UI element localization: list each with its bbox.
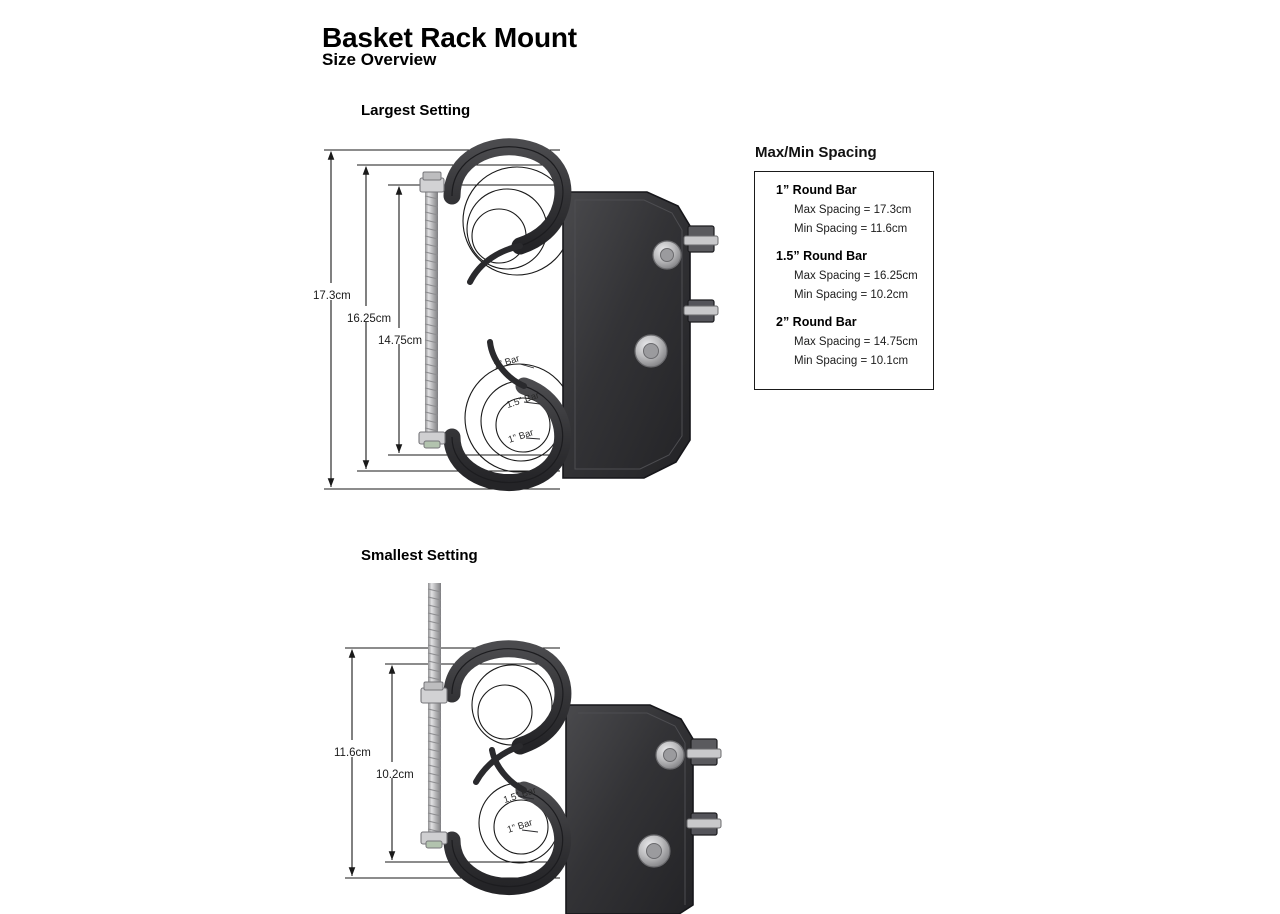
spec-heading: 2” Round Bar xyxy=(776,315,857,329)
spec-line-min: Min Spacing = 10.2cm xyxy=(794,289,909,301)
spec-heading: 1.5” Round Bar xyxy=(776,249,867,263)
dimension-label: 10.2cm xyxy=(376,769,414,781)
dimension-label: 14.75cm xyxy=(378,335,423,347)
smallest-setting-drawing xyxy=(345,583,721,914)
spec-group-1in xyxy=(755,183,933,235)
spec-line-max: Max Spacing = 16.25cm xyxy=(794,270,918,282)
bar-callout-1-5in: 1.5” Bar xyxy=(502,785,538,806)
spec-group-1-5in xyxy=(755,249,933,301)
bar-callout-2in: 2” Bar xyxy=(492,353,521,372)
spec-line-min: Min Spacing = 10.1cm xyxy=(794,355,909,367)
bar-callout-1in: 1” Bar xyxy=(505,817,534,836)
spec-group-2in xyxy=(755,315,933,367)
bar-callout-1in: 1” Bar xyxy=(506,427,535,446)
spec-line-max: Max Spacing = 14.75cm xyxy=(794,336,918,348)
spec-panel xyxy=(754,171,934,390)
spec-heading: 1” Round Bar xyxy=(776,183,857,197)
spec-line-min: Min Spacing = 11.6cm xyxy=(794,223,908,235)
page-subtitle: Size Overview xyxy=(322,50,437,69)
spec-line-max: Max Spacing = 17.3cm xyxy=(794,204,912,216)
spec-panel-title: Max/Min Spacing xyxy=(755,144,877,161)
dimension-label: 17.3cm xyxy=(313,290,351,302)
section-label-smallest: Smallest Setting xyxy=(361,547,478,564)
bar-callout-1-5in: 1.5” Bar xyxy=(505,390,541,411)
dimension-label: 16.25cm xyxy=(347,313,392,325)
page-title: Basket Rack Mount xyxy=(322,22,577,53)
dimension-label: 11.6cm xyxy=(334,747,371,759)
section-label-largest: Largest Setting xyxy=(361,102,471,119)
